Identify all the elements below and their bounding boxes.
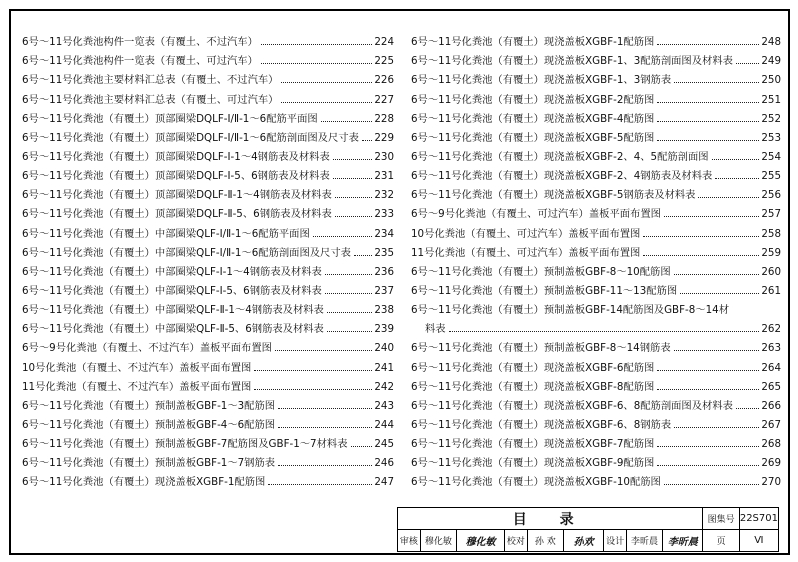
toc-entry-page: 232 xyxy=(374,189,394,202)
toc-entry xyxy=(411,87,781,106)
leader-dots xyxy=(278,465,372,466)
leader-dots xyxy=(321,121,373,122)
toc-entry-title: 6号～11号化粪池（有覆土）现浇盖板XGBF-6、8钢筋表 xyxy=(411,418,672,431)
toc-entry-title: 6号～11号化粪池（有覆土）中部圈梁QLF-Ⅰ/Ⅱ-1～6配筋剖面图及尺寸表 xyxy=(22,246,351,259)
toc-entry-title: 6号～11号化粪池（有覆土）现浇盖板XGBF-2配筋图 xyxy=(411,93,655,106)
toc-entry-page: 229 xyxy=(374,131,394,144)
toc-entry-page: 233 xyxy=(374,208,394,221)
atlas-number: 22S701 xyxy=(739,508,778,530)
toc-entry-title: 11号化粪池（有覆土、不过汽车）盖板平面布置图 xyxy=(22,380,252,393)
toc-entry-title: 6号～11号化粪池构件一览表（有覆土、不过汽车） xyxy=(22,36,258,49)
leader-dots xyxy=(327,312,372,313)
toc-entry-page: 265 xyxy=(761,380,781,393)
toc-entry xyxy=(22,164,394,183)
review-name: 穆化敏 xyxy=(420,530,456,552)
toc-entry-title: 10号化粪池（有覆土、不过汽车）盖板平面布置图 xyxy=(22,361,252,374)
toc-entry-page: 235 xyxy=(374,246,394,259)
toc-right-column xyxy=(411,30,781,489)
toc-entry-page: 268 xyxy=(761,438,781,451)
toc-entry-title: 6号～11号化粪池主要材料汇总表（有覆土、可过汽车） xyxy=(22,93,279,106)
leader-dots xyxy=(254,370,372,371)
document-title: 目 录 xyxy=(398,508,703,530)
toc-entry-title: 6号～11号化粪池（有覆土）顶部圈梁DQLF-Ⅱ-5、6钢筋表及材料表 xyxy=(22,208,332,221)
toc-entry-title: 6号～11号化粪池（有覆土）顶部圈梁DQLF-Ⅰ/Ⅱ-1～6配筋平面图 xyxy=(22,112,318,125)
leader-dots xyxy=(674,82,759,83)
leader-dots xyxy=(254,389,372,390)
toc-entry-page: 231 xyxy=(374,170,394,183)
toc-entry-page: 247 xyxy=(374,476,394,489)
toc-entry xyxy=(22,375,394,394)
toc-entry xyxy=(411,355,781,374)
toc-entry-page: 267 xyxy=(761,418,781,431)
toc-entry xyxy=(22,470,394,489)
check-signature xyxy=(564,530,604,552)
toc-entry-page: 253 xyxy=(761,131,781,144)
toc-entry xyxy=(411,164,781,183)
toc-entry xyxy=(22,183,394,202)
leader-dots xyxy=(333,159,373,160)
atlas-number-label: 图集号 xyxy=(703,508,739,530)
toc-entry xyxy=(411,375,781,394)
toc-entry xyxy=(411,221,781,240)
toc-entry-page: 246 xyxy=(374,457,394,470)
toc-entry-title: 6号～11号化粪池（有覆土）现浇盖板XGBF-1、3钢筋表 xyxy=(411,74,672,87)
toc-entry-title: 6号～11号化粪池（有覆土）现浇盖板XGBF-2、4、5配筋剖面图 xyxy=(411,150,709,163)
toc-entry xyxy=(411,126,781,145)
leader-dots xyxy=(333,178,373,179)
toc-entry xyxy=(22,317,394,336)
leader-dots xyxy=(657,44,759,45)
toc-entry xyxy=(22,336,394,355)
design-label: 设计 xyxy=(604,530,627,552)
toc-entry xyxy=(22,451,394,470)
toc-entry xyxy=(22,298,394,317)
toc-entry xyxy=(411,145,781,164)
leader-dots xyxy=(674,427,759,428)
toc-entry-title: 6号～11号化粪池（有覆土）中部圈梁QLF-Ⅱ-5、6钢筋表及材料表 xyxy=(22,323,324,336)
design-name: 李昕晨 xyxy=(626,530,662,552)
toc-entry-page: 264 xyxy=(761,361,781,374)
toc-entry xyxy=(22,394,394,413)
leader-dots xyxy=(657,140,759,141)
toc-entry-title: 6号～11号化粪池（有覆土）现浇盖板XGBF-6、8配筋剖面图及材料表 xyxy=(411,399,733,412)
toc-entry-page: 224 xyxy=(374,36,394,49)
toc-entry-title: 6号～11号化粪池（有覆土）顶部圈梁DQLF-Ⅰ-5、6钢筋表及材料表 xyxy=(22,170,330,183)
toc-entry-page: 270 xyxy=(761,476,781,489)
leader-dots xyxy=(351,446,373,447)
toc-entry-title: 6号～11号化粪池（有覆土）现浇盖板XGBF-4配筋图 xyxy=(411,112,655,125)
leader-dots xyxy=(664,216,759,217)
leader-dots xyxy=(325,293,373,294)
toc-entry xyxy=(22,279,394,298)
toc-entry xyxy=(22,126,394,145)
toc-entry xyxy=(22,413,394,432)
toc-entry xyxy=(22,221,394,240)
toc-entry-page: 234 xyxy=(374,227,394,240)
toc-entry-title: 6号～11号化粪池（有覆土）现浇盖板XGBF-7配筋图 xyxy=(411,438,655,451)
leader-dots xyxy=(327,331,372,332)
check-signature-text: 孙欢 xyxy=(573,537,594,548)
leader-dots xyxy=(278,427,372,428)
toc-entry-page: 238 xyxy=(374,304,394,317)
toc-entry-title: 6号～11号化粪池（有覆土）预制盖板GBF-4～6配筋图 xyxy=(22,418,276,431)
toc-entry xyxy=(411,107,781,126)
toc-entry-page: 269 xyxy=(761,457,781,470)
title-block xyxy=(397,507,779,552)
toc-entry-page: 249 xyxy=(761,55,781,68)
leader-dots xyxy=(736,408,759,409)
toc-entry-page: 241 xyxy=(374,361,394,374)
toc-entry-title: 6号～11号化粪池主要材料汇总表（有覆土、不过汽车） xyxy=(22,74,279,87)
toc-entry-page: 252 xyxy=(761,112,781,125)
toc-entry-title: 6号～9号化粪池（有覆土、可过汽车）盖板平面布置图 xyxy=(411,208,661,221)
toc-entry xyxy=(22,260,394,279)
design-signature-text: 李昕晨 xyxy=(667,537,698,548)
toc-entry-page: 263 xyxy=(761,342,781,355)
check-name: 孙 欢 xyxy=(527,530,563,552)
toc-entry-title: 6号～11号化粪池（有覆土）现浇盖板XGBF-2、4钢筋表及材料表 xyxy=(411,170,713,183)
toc-entry-page: 244 xyxy=(374,418,394,431)
toc-entry-title: 6号～11号化粪池（有覆土）现浇盖板XGBF-5钢筋表及材料表 xyxy=(411,189,696,202)
toc-entry-page: 266 xyxy=(761,399,781,412)
toc-entry-title: 6号～11号化粪池（有覆土）顶部圈梁DQLF-Ⅱ-1～4钢筋表及材料表 xyxy=(22,189,332,202)
toc-left-column xyxy=(22,30,394,489)
leader-dots xyxy=(712,159,760,160)
toc-entry-page: 227 xyxy=(374,93,394,106)
toc-entry xyxy=(411,451,781,470)
toc-entry-title: 6号～11号化粪池（有覆土）中部圈梁QLF-Ⅰ-5、6钢筋表及材料表 xyxy=(22,284,322,297)
toc-entry xyxy=(411,394,781,413)
leader-dots xyxy=(354,255,372,256)
leader-dots xyxy=(657,121,759,122)
toc-entry-title: 6号～11号化粪池（有覆土）预制盖板GBF-8～14钢筋表 xyxy=(411,342,671,355)
toc-entry-page: 256 xyxy=(761,189,781,202)
toc-entry-title: 6号～11号化粪池构件一览表（有覆土、可过汽车） xyxy=(22,55,258,68)
toc-entry-title: 6号～11号化粪池（有覆土）预制盖板GBF-8～10配筋图 xyxy=(411,265,671,278)
toc-entry-title: 6号～11号化粪池（有覆土）预制盖板GBF-14配筋图及GBF-8～14材 xyxy=(411,304,730,317)
leader-dots xyxy=(643,236,759,237)
toc-entry-title: 6号～11号化粪池（有覆土）预制盖板GBF-11～13配筋图 xyxy=(411,284,678,297)
toc-entry-page: 226 xyxy=(374,74,394,87)
review-signature xyxy=(456,530,504,552)
toc-entry-page: 259 xyxy=(761,246,781,259)
toc-entry xyxy=(22,49,394,68)
leader-dots xyxy=(335,216,373,217)
toc-entry xyxy=(411,470,781,489)
toc-entry-page: 230 xyxy=(374,150,394,163)
toc-entry-title-continued: 料表 xyxy=(425,323,446,336)
toc-entry-page: 245 xyxy=(374,438,394,451)
toc-entry-page: 257 xyxy=(761,208,781,221)
toc-entry-title: 6号～11号化粪池（有覆土）顶部圈梁DQLF-Ⅰ-1～4钢筋表及材料表 xyxy=(22,150,330,163)
leader-dots xyxy=(736,63,759,64)
toc-entry-page: 239 xyxy=(374,323,394,336)
toc-entry-page: 237 xyxy=(374,284,394,297)
toc-entry xyxy=(22,202,394,221)
check-label: 校对 xyxy=(505,530,528,552)
toc-entry-page: 225 xyxy=(374,55,394,68)
toc-entry xyxy=(22,30,394,49)
toc-entry-page: 254 xyxy=(761,150,781,163)
toc-entry-title: 6号～11号化粪池（有覆土）预制盖板GBF-1～7钢筋表 xyxy=(22,457,276,470)
leader-dots xyxy=(275,350,372,351)
toc-entry-page: 242 xyxy=(374,380,394,393)
leader-dots xyxy=(335,197,373,198)
leader-dots xyxy=(643,255,759,256)
toc-entry xyxy=(411,260,781,279)
leader-dots xyxy=(674,350,760,351)
toc-entry xyxy=(411,49,781,68)
leader-dots xyxy=(261,44,372,45)
leader-dots xyxy=(698,197,759,198)
toc-entry xyxy=(22,432,394,451)
toc-entry xyxy=(411,30,781,49)
toc-entry xyxy=(22,68,394,87)
toc-entry-page: 243 xyxy=(374,399,394,412)
toc-entry xyxy=(411,241,781,260)
leader-dots xyxy=(674,274,760,275)
leader-dots xyxy=(680,293,759,294)
toc-entry-page: 236 xyxy=(374,265,394,278)
leader-dots xyxy=(325,274,373,275)
toc-entry-page: 255 xyxy=(761,170,781,183)
leader-dots xyxy=(281,102,372,103)
toc-entry xyxy=(411,183,781,202)
page-number: Ⅵ xyxy=(739,530,778,552)
review-signature-text: 穆化敏 xyxy=(465,537,496,548)
toc-entry xyxy=(411,432,781,451)
toc-entry-title: 6号～9号化粪池（有覆土、不过汽车）盖板平面布置图 xyxy=(22,342,272,355)
leader-dots xyxy=(657,446,759,447)
toc-entry-title: 6号～11号化粪池（有覆土）现浇盖板XGBF-5配筋图 xyxy=(411,131,655,144)
toc-entry xyxy=(411,336,781,355)
toc-entry-page: 240 xyxy=(374,342,394,355)
leader-dots xyxy=(268,484,372,485)
toc-entry-title: 6号～11号化粪池（有覆土）现浇盖板XGBF-9配筋图 xyxy=(411,457,655,470)
toc-entry xyxy=(22,87,394,106)
leader-dots xyxy=(664,484,760,485)
toc-entry-page: 260 xyxy=(761,265,781,278)
review-label: 审核 xyxy=(398,530,421,552)
toc-entry-title: 6号～11号化粪池（有覆土）现浇盖板XGBF-10配筋图 xyxy=(411,476,661,489)
design-signature xyxy=(663,530,703,552)
leader-dots xyxy=(313,236,373,237)
toc-entry-page: 251 xyxy=(761,93,781,106)
toc-entry-page: 262 xyxy=(761,323,781,336)
leader-dots xyxy=(657,102,759,103)
toc-entry-title: 6号～11号化粪池（有覆土）现浇盖板XGBF-1配筋图 xyxy=(22,476,266,489)
toc-entry-title: 11号化粪池（有覆土、可过汽车）盖板平面布置图 xyxy=(411,246,641,259)
leader-dots xyxy=(657,389,759,390)
leader-dots xyxy=(261,63,372,64)
toc-entry-title: 6号～11号化粪池（有覆土）中部圈梁QLF-Ⅰ-1～4钢筋表及材料表 xyxy=(22,265,322,278)
toc-entry xyxy=(22,355,394,374)
leader-dots xyxy=(657,465,759,466)
toc-entry-title: 6号～11号化粪池（有覆土）现浇盖板XGBF-1配筋图 xyxy=(411,36,655,49)
leader-dots xyxy=(715,178,759,179)
leader-dots xyxy=(449,331,760,332)
toc-entry-page: 250 xyxy=(761,74,781,87)
toc-entry xyxy=(411,413,781,432)
toc-entry xyxy=(411,202,781,221)
toc-entry-title: 6号～11号化粪池（有覆土）现浇盖板XGBF-8配筋图 xyxy=(411,380,655,393)
toc-entry-page: 258 xyxy=(761,227,781,240)
toc-entry-title: 10号化粪池（有覆土、可过汽车）盖板平面布置图 xyxy=(411,227,641,240)
leader-dots xyxy=(281,82,372,83)
toc-entry-title: 6号～11号化粪池（有覆土）预制盖板GBF-7配筋图及GBF-1～7材料表 xyxy=(22,438,348,451)
toc-entry-title: 6号～11号化粪池（有覆土）预制盖板GBF-1～3配筋图 xyxy=(22,399,276,412)
toc-entry xyxy=(411,298,781,336)
toc-entry xyxy=(22,107,394,126)
toc-entry-title: 6号～11号化粪池（有覆土）现浇盖板XGBF-6配筋图 xyxy=(411,361,655,374)
toc-entry xyxy=(411,68,781,87)
toc-entry xyxy=(411,279,781,298)
toc-entry xyxy=(22,145,394,164)
leader-dots xyxy=(657,370,759,371)
toc-entry-title: 6号～11号化粪池（有覆土）中部圈梁QLF-Ⅱ-1～4钢筋表及材料表 xyxy=(22,304,324,317)
leader-dots xyxy=(362,140,372,141)
toc-entry xyxy=(22,241,394,260)
toc-entry-title: 6号～11号化粪池（有覆土）顶部圈梁DQLF-Ⅰ/Ⅱ-1～6配筋剖面图及尺寸表 xyxy=(22,131,359,144)
toc-entry-page: 248 xyxy=(761,36,781,49)
toc-entry-title: 6号～11号化粪池（有覆土）现浇盖板XGBF-1、3配筋剖面图及材料表 xyxy=(411,55,733,68)
leader-dots xyxy=(278,408,372,409)
toc-entry-page: 228 xyxy=(374,112,394,125)
toc-entry-title: 6号～11号化粪池（有覆土）中部圈梁QLF-Ⅰ/Ⅱ-1～6配筋平面图 xyxy=(22,227,310,240)
toc-entry-page: 261 xyxy=(761,284,781,297)
page-label: 页 xyxy=(703,530,739,552)
